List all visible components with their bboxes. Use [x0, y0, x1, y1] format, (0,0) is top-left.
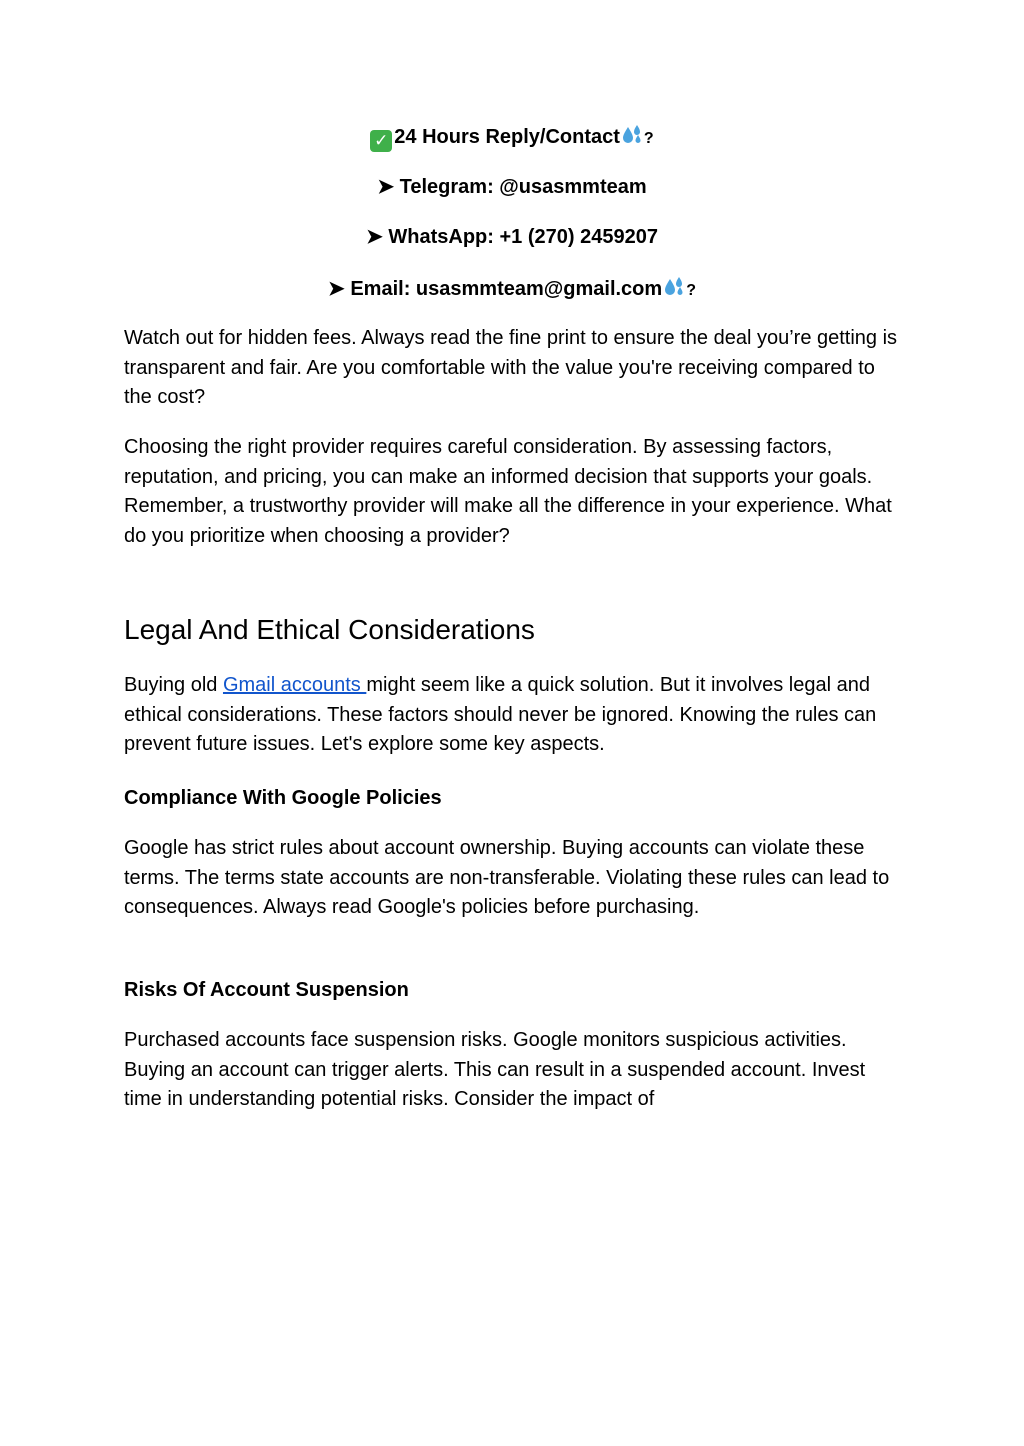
sweat-droplets-icon	[662, 276, 686, 298]
email-suffix: ?	[686, 282, 696, 299]
reply-contact-text: 24 Hours Reply/Contact	[394, 126, 620, 148]
compliance-heading: Compliance With Google Policies	[124, 787, 442, 809]
compliance-paragraph: Google has strict rules about account ownership. Buying accounts can violate these terms. The terms state accounts are non-transferable. Violating these rules can lead to consequences. Always read Google's policies before purchasing.	[124, 837, 890, 919]
suspension-paragraph: Purchased accounts face suspension risks. Google monitors suspicious activities. Buying an account can trigger alerts. This can result in a suspended account. Invest time in understanding potential risks. Consider the impact of	[124, 1029, 866, 1111]
hidden-fees-paragraph: Watch out for hidden fees. Always read the fine print to ensure the deal you’re getting is transparent and fair. Are you comfortable with the value you're receiving compared to the cost?	[124, 327, 898, 409]
reply-contact-suffix: ?	[643, 130, 654, 147]
check-mark-icon: ✓	[370, 130, 392, 152]
legal-intro-suffix: might seem like a quick solution. But it involves legal and ethical considerations. These factors should never be ignored. Knowing the rules can prevent future issues. Let's explore some key aspects.	[124, 674, 877, 756]
whatsapp-line: ➤ WhatsApp: +1 (270) 2459207	[366, 226, 658, 248]
sweat-droplets-icon	[620, 124, 644, 146]
email-text: ➤ Email: usasmmteam@gmail.com	[328, 278, 663, 300]
gmail-accounts-link[interactable]: Gmail accounts	[222, 674, 367, 696]
legal-intro-prefix: Buying old	[124, 674, 223, 696]
telegram-line: ➤ Telegram: @usasmmteam	[377, 176, 647, 198]
reply-contact-line	[124, 124, 900, 152]
suspension-heading: Risks Of Account Suspension	[124, 979, 409, 1001]
legal-intro-paragraph	[124, 671, 900, 760]
choosing-provider-paragraph: Choosing the right provider requires careful consideration. By assessing factors, reputation, and pricing, you can make an informed decision that supports your goals. Remember, a trustworthy provider will make all the difference in your experience. What do you prioritize when choosing a provider?	[124, 436, 892, 547]
legal-section-heading: Legal And Ethical Considerations	[124, 614, 535, 645]
email-line	[124, 276, 900, 303]
